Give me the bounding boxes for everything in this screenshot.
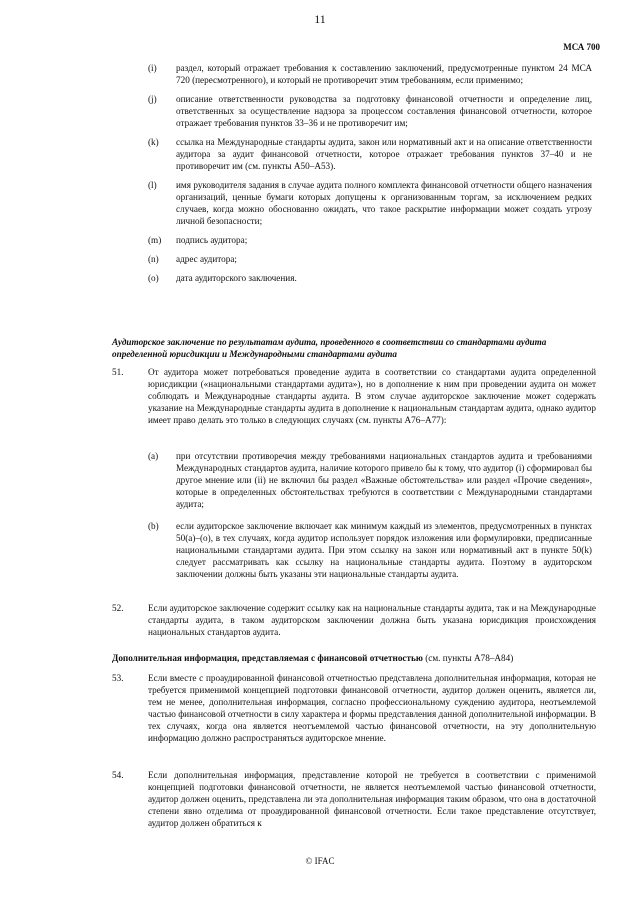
section-heading-supplementary-info xyxy=(112,652,596,664)
paragraph-text: Если вместе с проаудированной финансовой отчетностью представлена дополнительная информация, которая не требуется применимой концепцией подготовки финансовой отчетности, аудитор должен оценить, является ли, тем не менее, дополнительная информация, согласно профессиональному суждению аудитора, неотъемлемой частью финансовой отчетности в силу характера и формы представления данной дополнительной информации. В тех случаях, когда она является неотъемлемой частью финансовой отчетности, на эту дополнительную информацию должно распространяться аудиторское мнение. xyxy=(148,673,596,743)
list-item-label: (i) xyxy=(148,63,157,73)
list-item xyxy=(0,234,640,246)
list-item-label: (k) xyxy=(148,137,159,147)
list-item-text: адрес аудитора; xyxy=(176,254,237,264)
subparagraph-51b xyxy=(0,520,640,580)
document-code: МСА 700 xyxy=(563,42,600,52)
list-item-text: имя руководителя задания в случае аудита полного комплекта финансовой отчетности общего назначения организаций, ценные бумаги которых допущены к организованным торгам, за исключением редких случаев, когда можно обоснованно ожидать, что такое раскрытие информации может создать угрозу личной безопасности; xyxy=(176,180,592,226)
list-item-text: раздел, который отражает требования к составлению заключений, предусмотренные пунктом 24 МСА 720 (пересмотренного), и который не противоречит этим требованиям, если применимо; xyxy=(176,63,592,85)
paragraph-52 xyxy=(0,602,640,638)
report-elements-list xyxy=(0,62,640,291)
list-item xyxy=(0,62,640,86)
paragraph-number: 52. xyxy=(112,603,124,613)
list-item-text: ссылка на Международные стандарты аудита, закон или нормативный акт и на описание ответственности аудитора за аудит финансовой отчетности, которое отражает требования пунктов 37–40 и не противоречит им (см. пункты A50–A53). xyxy=(176,137,592,171)
paragraph-text: От аудитора может потребоваться проведение аудита в соответствии со стандартами аудита определенной юрисдикции («национальными стандартами аудита»), но в дополнение к ним при проведении аудита он может соблюдать и Международные стандарты аудита. В этом случае аудиторское заключение может содержать указание на Международные стандарты аудита в дополнение к национальным стандартам аудита, однако аудитор имеет право делать это только в следующих случаях (см. пункты A76–A77): xyxy=(148,367,596,425)
list-item-text: описание ответственности руководства за подготовку финансовой отчетности и определение лиц, ответственных за осуществление надзора за процессом составления финансовой отчетности, которое отражает требования пунктов 33–36 и не противоречит им; xyxy=(176,94,592,128)
list-item-label: (o) xyxy=(148,273,159,283)
paragraph-number: 51. xyxy=(112,367,124,377)
paragraph-51 xyxy=(0,366,640,426)
section-heading-national-standards: Аудиторское заключение по результатам аудита, проведенного в соответствии со стандартами аудита определенной юрисдикции и Международными стандартами аудита xyxy=(112,337,547,359)
copyright-footer: © IFAC xyxy=(305,856,335,866)
paragraph-53 xyxy=(0,672,640,744)
paragraph-text: Если аудиторское заключение содержит ссылку как на национальные стандарты аудита, так и на Международные стандарты аудита, в таком аудиторском заключении должна быть указана юрисдикция происхождения национальных стандартов аудита. xyxy=(148,603,596,637)
paragraph-number: 54. xyxy=(112,770,124,780)
list-item-text: дата аудиторского заключения. xyxy=(176,273,297,283)
list-item-text: подпись аудитора; xyxy=(176,235,248,245)
paragraph-number: 53. xyxy=(112,673,124,683)
section-heading-reference: (см. пункты A78–A84) xyxy=(425,653,514,663)
section-heading-text: Дополнительная информация, представляемая с финансовой отчетностью xyxy=(112,653,423,663)
paragraph-text: Если дополнительная информация, представление которой не требуется в соответствии с применимой концепцией подготовки финансовой отчетности, не является неотъемлемой частью финансовой отчетности, аудитор должен оценить, представлена ли эта дополнительная информация таким образом, что она в достаточной степени явно отделима от проаудированной финансовой отчетности. Если такое представление отсутствует, аудитор должен обратиться к xyxy=(148,770,596,828)
subparagraph-text: при отсутствии противоречия между требованиями национальных стандартов аудита и требованиями Международных стандартов аудита, наличие которого привело бы к тому, что аудитор (i) сформировал бы другое мнение или (ii) не включил бы раздел «Важные обстоятельства» или раздел «Прочие сведения», которые в определенных обстоятельствах требуются в соответствии с Международными стандартами аудита; xyxy=(176,451,592,509)
list-item xyxy=(0,93,640,129)
list-item-label: (n) xyxy=(148,254,159,264)
subparagraph-51a xyxy=(0,450,640,510)
list-item-label: (m) xyxy=(148,235,162,245)
page-number: 11 xyxy=(314,12,326,26)
list-item xyxy=(0,136,640,172)
list-item xyxy=(0,272,640,284)
subparagraph-text: если аудиторское заключение включает как минимум каждый из элементов, предусмотренных в пунктах 50(a)–(o), в тех случаях, когда аудитор использует порядок изложения или формулировки, предписанные национальными стандартами аудита. При этом ссылку на закон или нормативный акт в пункте 50(k) следует рассматривать как ссылку на национальные стандарты аудита. Поэтому в аудиторском заключении должны быть указаны эти национальные стандарты аудита. xyxy=(176,521,592,579)
paragraph-54 xyxy=(0,769,640,829)
subparagraph-label: (b) xyxy=(148,521,159,531)
list-item-label: (j) xyxy=(148,94,157,104)
list-item xyxy=(0,179,640,227)
list-item-label: (l) xyxy=(148,180,157,190)
list-item xyxy=(0,253,640,265)
subparagraph-label: (a) xyxy=(148,451,159,461)
